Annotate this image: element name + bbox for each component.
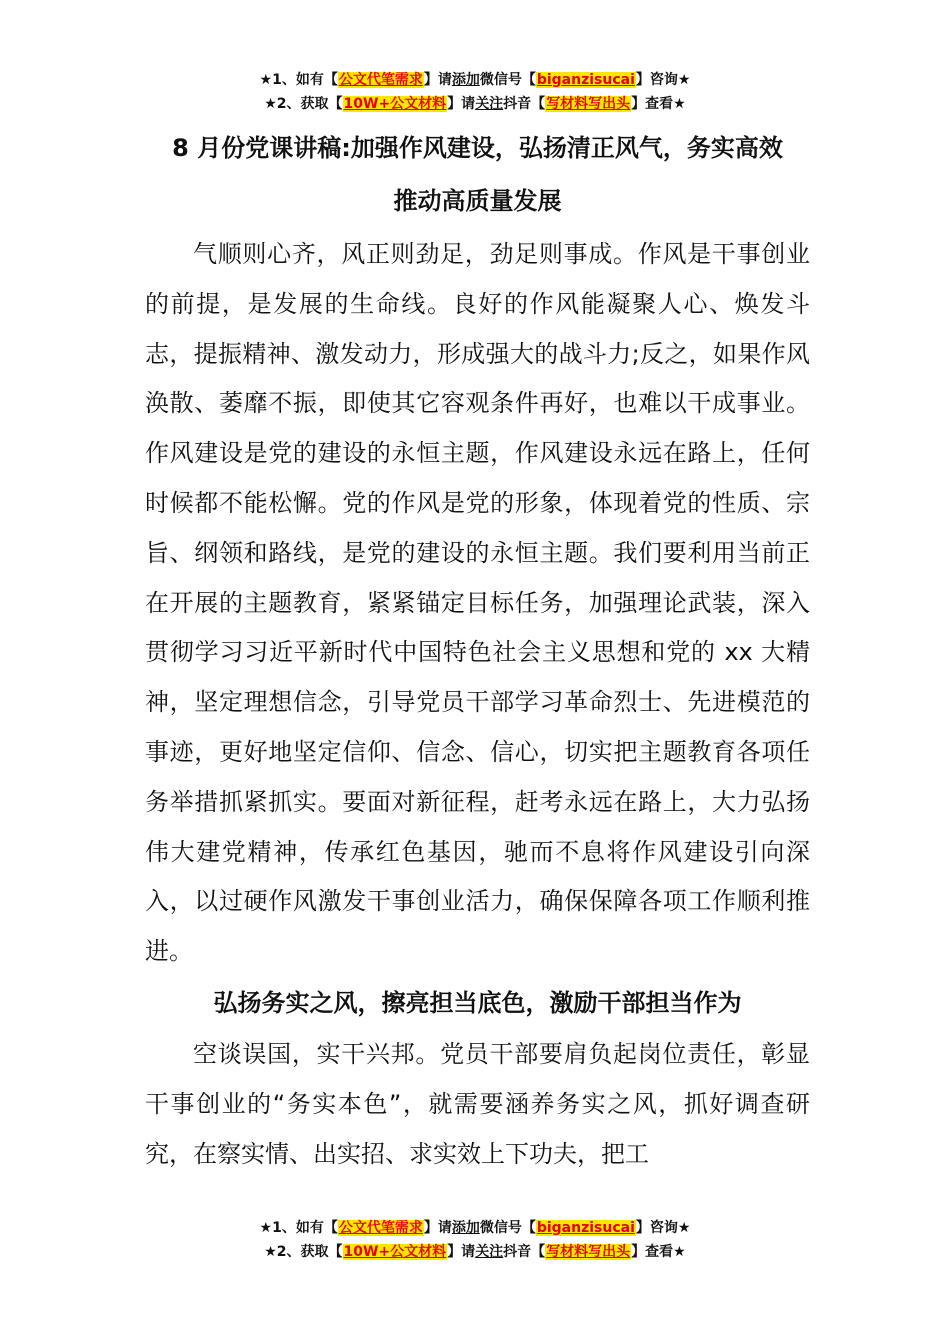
body-section-1 xyxy=(145,230,810,977)
promo-highlight-wechat-id: biganzisucai xyxy=(536,1220,635,1236)
body-section-2 xyxy=(145,1030,810,1179)
paragraph-1: 气顺则心齐，风正则劲足，劲足则事成。作风是干事创业的前提，是发展的生命线。良好的作风能凝聚人心、焕发斗志，提振精神、激发动力，形成强大的战斗力;反之，如果作风涣散、萎靡不振，即使其它容观条件再好，也难以干成事业。作风建设是党的建设的永恒主题，作风建设永远在路上，任何时候都不能松懈。党的作风是党的形象，体现着党的性质、宗旨、纲领和路线，是党的建设的永恒主题。我们要利用当前正在开展的主题教育，紧紧锚定目标任务，加强理论武装，深入贯彻学习习近平新时代中国特色社会主义思想和党的 xx 大精神，坚定理想信念，引导党员干部学习革命烈士、先进模范的事迹，更好地坚定信仰、信念、信心，切实把主题教育各项任务举措抓紧抓实。要面对新征程，赶考永远在路上，大力弘扬伟大建党精神，传承红色基因，驰而不息将作风建设引向深入，以过硬作风激发干事创业活力，确保保障各项工作顺利推进。 xyxy=(145,240,810,966)
promo-line-2: ★2、获取【10W+公文材料】请关注抖音【写材料写出头】查看★ xyxy=(264,96,686,112)
promo-highlight-materials: 10W+公文材料 xyxy=(343,96,447,112)
promo-highlight-douyin: 写材料写出头 xyxy=(546,96,631,112)
promo-line-1: ★1、如有【公文代笔需求】请添加微信号【biganzisucai】咨询★ xyxy=(259,72,691,88)
promo-highlight-wechat-id: biganzisucai xyxy=(536,72,635,88)
promo-highlight-douyin: 写材料写出头 xyxy=(546,1244,631,1260)
promo-highlight-service: 公文代笔需求 xyxy=(338,72,423,88)
promo-highlight-materials: 10W+公文材料 xyxy=(343,1244,447,1260)
document-title-line-1: 8 月份党课讲稿:加强作风建设，弘扬清正风气，务实高效 xyxy=(172,134,783,162)
promo-line-2: ★2、获取【10W+公文材料】请关注抖音【写材料写出头】查看★ xyxy=(264,1244,686,1260)
section-heading: 弘扬务实之风，擦亮担当底色，激励干部担当作为 xyxy=(213,989,742,1017)
promo-banner-bottom xyxy=(0,1216,950,1264)
promo-line-1: ★1、如有【公文代笔需求】请添加微信号【biganzisucai】咨询★ xyxy=(259,1220,691,1236)
document-title-line-2: 推动高质量发展 xyxy=(393,187,562,215)
promo-banner-top xyxy=(0,68,950,116)
promo-highlight-service: 公文代笔需求 xyxy=(338,1220,423,1236)
paragraph-2: 空谈误国，实干兴邦。党员干部要肩负起岗位责任，彰显干事创业的“务实本色”，就需要涵养务实之风，抓好调查研究，在察实情、出实招、求实效上下功夫，把工 xyxy=(145,1040,810,1168)
